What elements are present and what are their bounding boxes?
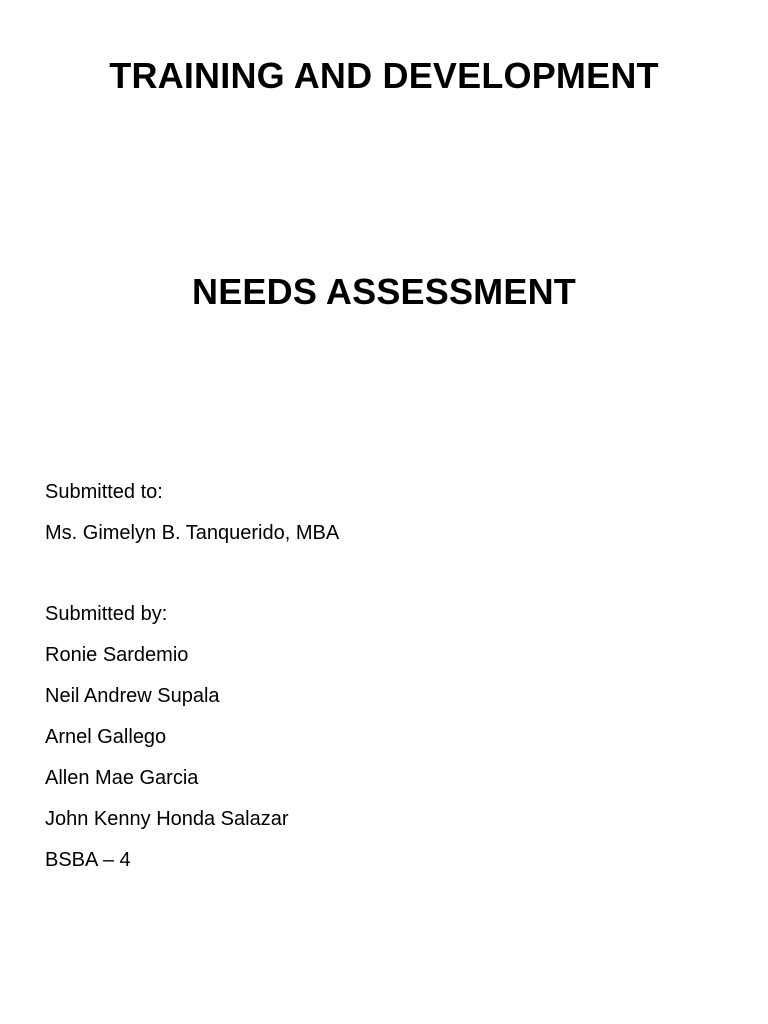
document-subtitle: NEEDS ASSESSMENT (192, 271, 576, 312)
member-name: Allen Mae Garcia (45, 767, 199, 789)
member-name: Arnel Gallego (45, 726, 167, 748)
document-title: TRAINING AND DEVELOPMENT (109, 55, 659, 96)
member-name: Ronie Sardemio (45, 644, 189, 666)
member-name: John Kenny Honda Salazar (45, 808, 289, 830)
submitted-by-label: Submitted by: (45, 603, 168, 625)
member-name: Neil Andrew Supala (45, 685, 220, 707)
submitted-to-name: Ms. Gimelyn B. Tanquerido, MBA (45, 522, 340, 544)
member-list (45, 642, 289, 847)
course-section: BSBA – 4 (45, 849, 131, 871)
submitted-to-label: Submitted to: (45, 481, 163, 503)
